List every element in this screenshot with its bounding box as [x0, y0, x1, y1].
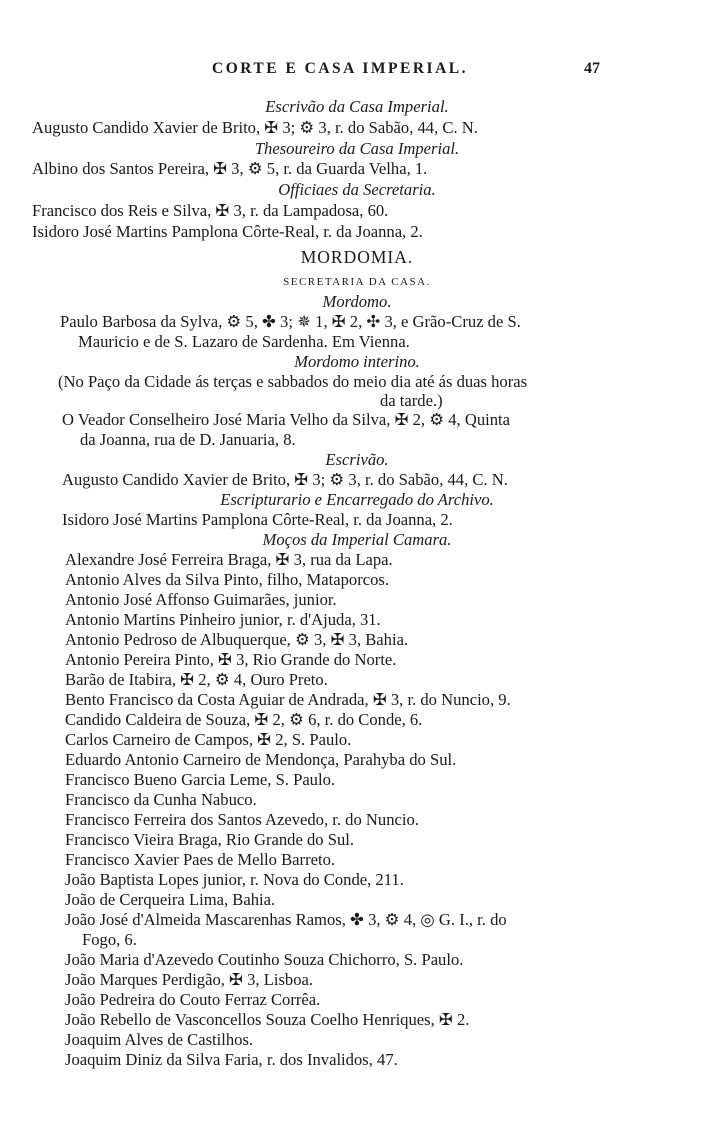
entry-line: Albino dos Santos Pereira, ✠ 3, ⚙ 5, r. da Guarda Velha, 1.: [32, 159, 428, 178]
list-item: Francisco da Cunha Nabuco.: [65, 790, 257, 809]
list-item: Carlos Carneiro de Campos, ✠ 2, S. Paulo.: [65, 730, 352, 749]
list-item: Eduardo Antonio Carneiro de Mendonça, Parahyba do Sul.: [65, 750, 457, 769]
page-number: 47: [584, 60, 600, 77]
list-item-continuation: Fogo, 6.: [82, 930, 137, 949]
section-heading: Officiaes da Secretaria.: [278, 180, 436, 199]
list-item: João Rebello de Vasconcellos Souza Coelho Henriques, ✠ 2.: [65, 1010, 470, 1029]
section-heading: Thesoureiro da Casa Imperial.: [254, 139, 460, 158]
entry-line: Isidoro José Martins Pamplona Côrte-Real, r. da Joanna, 2.: [32, 222, 423, 241]
entry-line: O Veador Conselheiro José Maria Velho da Silva, ✠ 2, ⚙ 4, Quinta: [62, 410, 511, 429]
entry-line: Francisco dos Reis e Silva, ✠ 3, r. da Lampadosa, 60.: [32, 201, 389, 220]
entry-continuation: Mauricio e de S. Lazaro de Sardenha. Em Vienna.: [78, 332, 410, 351]
list-item: João Maria d'Azevedo Coutinho Souza Chichorro, S. Paulo.: [65, 950, 464, 969]
list-item: João Pedreira do Couto Ferraz Corrêa.: [65, 990, 321, 1009]
list-item: Joaquim Diniz da Silva Faria, r. dos Invalidos, 47.: [65, 1050, 398, 1069]
section-heading: Escripturario e Encarregado do Archivo.: [220, 490, 494, 509]
running-head-title: CORTE E CASA IMPERIAL.: [212, 60, 468, 77]
list-item: Antonio Pedroso de Albuquerque, ⚙ 3, ✠ 3, Bahia.: [65, 630, 409, 649]
list-item: Antonio Martins Pinheiro junior, r. d'Ajuda, 31.: [65, 610, 381, 629]
list-item: Candido Caldeira de Souza, ✠ 2, ⚙ 6, r. do Conde, 6.: [65, 710, 423, 729]
list-item: Antonio Alves da Silva Pinto, filho, Mataporcos.: [65, 570, 390, 589]
list-item: Joaquim Alves de Castilhos.: [65, 1030, 254, 1049]
list-item: Francisco Ferreira dos Santos Azevedo, r. do Nuncio.: [65, 810, 419, 829]
entry-line: Augusto Candido Xavier de Brito, ✠ 3; ⚙ 3, r. do Sabão, 44, C. N.: [32, 118, 478, 137]
note-line: (No Paço da Cidade ás terças e sabbados do meio dia até ás duas horas: [58, 372, 528, 391]
list-item: João Marques Perdigão, ✠ 3, Lisboa.: [65, 970, 314, 989]
list-item: Antonio José Affonso Guimarães, junior.: [65, 590, 337, 609]
chapter-heading: MORDOMIA.: [300, 247, 414, 267]
section-heading: Mordomo.: [322, 292, 392, 311]
subheading: SECRETARIA DA CASA.: [283, 276, 431, 288]
entry-line: Isidoro José Martins Pamplona Côrte-Real, r. da Joanna, 2.: [62, 510, 453, 529]
list-item: Alexandre José Ferreira Braga, ✠ 3, rua da Lapa.: [65, 550, 393, 569]
entry-line: Augusto Candido Xavier de Brito, ✠ 3; ⚙ 3, r. do Sabão, 44, C. N.: [62, 470, 508, 489]
list-item: João Baptista Lopes junior, r. Nova do Conde, 211.: [65, 870, 404, 889]
list-item: Bento Francisco da Costa Aguiar de Andrada, ✠ 3, r. do Nuncio, 9.: [65, 690, 511, 709]
list-item: João de Cerqueira Lima, Bahia.: [65, 890, 276, 909]
section-heading: Moços da Imperial Camara.: [262, 530, 452, 549]
entry-line: Paulo Barbosa da Sylva, ⚙ 5, ✤ 3; ✵ 1, ✠ 2, ✣ 3, e Grão-Cruz de S.: [60, 312, 521, 331]
list-item: João José d'Almeida Mascarenhas Ramos, ✤ 3, ⚙ 4, ◎ G. I., r. do: [65, 910, 507, 929]
note-continuation: da tarde.): [380, 391, 443, 410]
list-item: Francisco Bueno Garcia Leme, S. Paulo.: [65, 770, 336, 789]
entry-continuation: da Joanna, rua de D. Januaria, 8.: [80, 430, 296, 449]
section-heading: Mordomo interino.: [294, 352, 420, 371]
list-item: Francisco Vieira Braga, Rio Grande do Sul.: [65, 830, 355, 849]
section-heading: Escrivão.: [325, 450, 389, 469]
list-item: Barão de Itabira, ✠ 2, ⚙ 4, Ouro Preto.: [65, 670, 328, 689]
running-head: [0, 60, 714, 86]
list-item: Francisco Xavier Paes de Mello Barreto.: [65, 850, 336, 869]
section-heading: Escrivão da Casa Imperial.: [265, 97, 449, 116]
list-item: Antonio Pereira Pinto, ✠ 3, Rio Grande do Norte.: [65, 650, 397, 669]
